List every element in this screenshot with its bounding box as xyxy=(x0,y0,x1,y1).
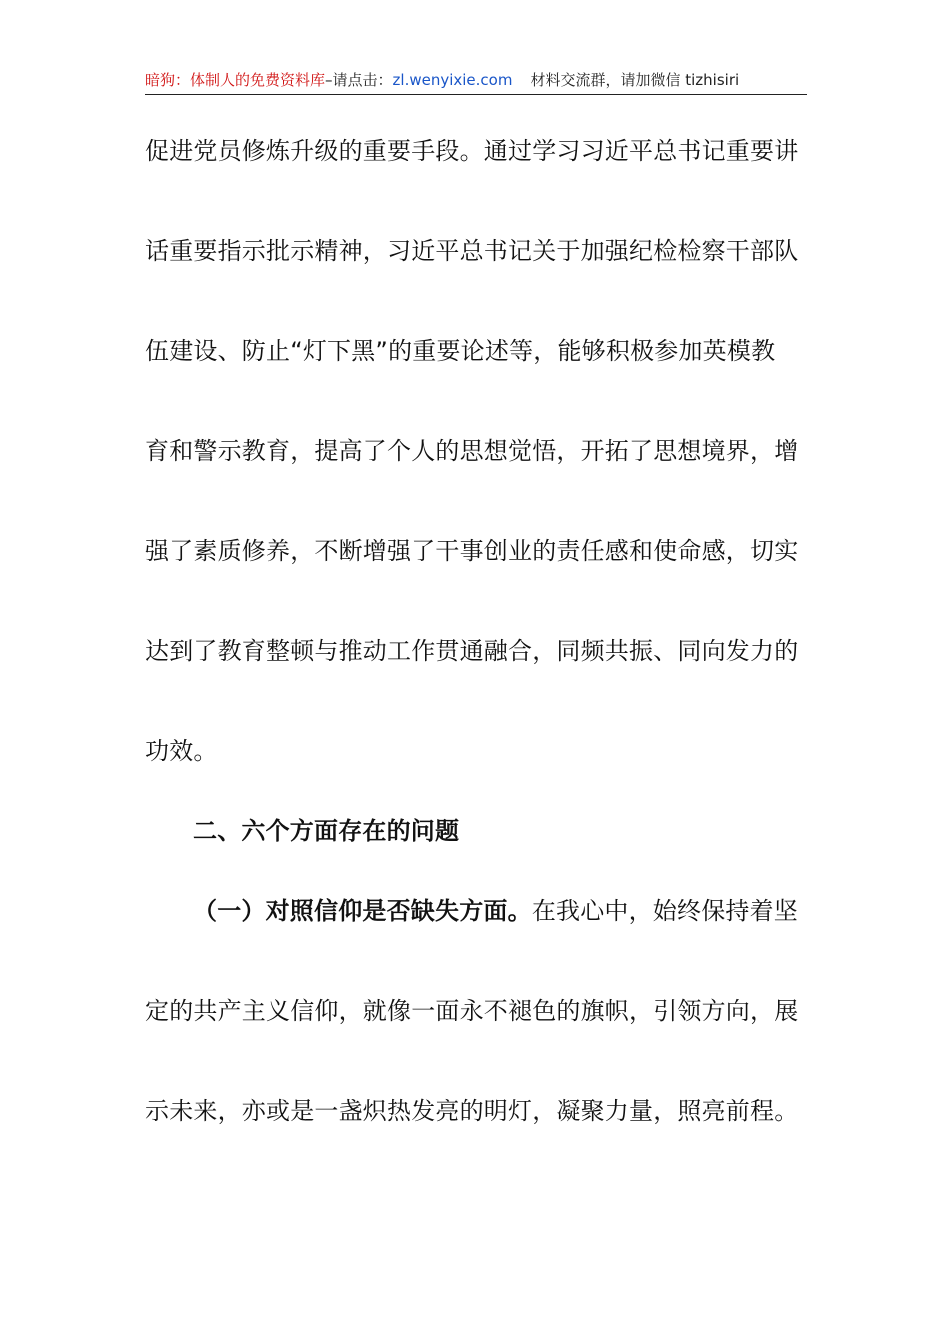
body-line-6: 达到了教育整顿与推动工作贯通融合，同频共振、同向发力的 xyxy=(145,637,799,665)
subsection-line-2: 定的共产主义信仰，就像一面永不褪色的旗帜，引领方向，展 xyxy=(145,997,799,1025)
header-prompt: –请点击： xyxy=(325,71,393,89)
subsection-lead-line xyxy=(193,896,798,926)
header-brand: 暗狗：体制人的免费资料库 xyxy=(145,71,326,89)
body-line-2: 话重要指示批示精神，习近平总书记关于加强纪检检察干部队 xyxy=(145,237,799,265)
header-wechat-note: 材料交流群，请加微信 tizhisiri xyxy=(530,71,740,89)
subsection-line-3: 示未来，亦或是一盏炽热发亮的明灯，凝聚力量，照亮前程。 xyxy=(145,1097,799,1125)
body-line-3: 伍建设、防止“灯下黑”的重要论述等，能够积极参加英模教 xyxy=(145,337,776,365)
page-header xyxy=(145,66,807,95)
body-line-7: 功效。 xyxy=(145,737,218,765)
subsection-heading: （一）对照信仰是否缺失方面。 xyxy=(193,897,532,925)
section-heading: 二、六个方面存在的问题 xyxy=(193,817,460,845)
body-line-4: 育和警示教育，提高了个人的思想觉悟，开拓了思想境界，增 xyxy=(145,437,799,465)
subsection-lead-text: 在我心中，始终保持着坚 xyxy=(531,897,799,925)
body-line-5: 强了素质修养，不断增强了干事创业的责任感和使命感，切实 xyxy=(145,537,799,565)
header-url-link[interactable]: zl.wenyixie.com xyxy=(392,71,513,89)
body-line-1: 促进党员修炼升级的重要手段。通过学习习近平总书记重要讲 xyxy=(145,137,799,165)
